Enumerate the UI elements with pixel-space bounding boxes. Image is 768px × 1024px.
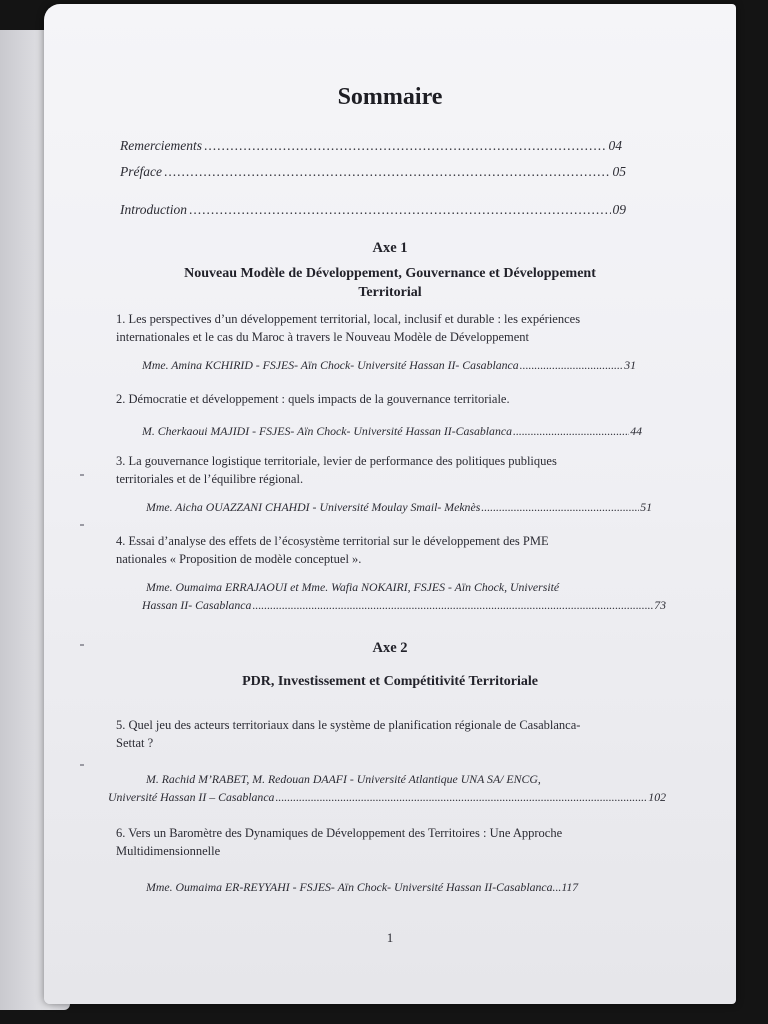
section-heading (44, 264, 736, 302)
toc-entry-page: 09 (612, 202, 626, 217)
toc-article-6 (116, 824, 668, 860)
article-page: 73 (654, 598, 666, 612)
article-author (142, 422, 642, 440)
axis-heading: Axe 1 (372, 240, 408, 256)
toc-article-1 (116, 310, 656, 346)
article-page: 51 (640, 500, 652, 514)
leader-dots (204, 138, 607, 154)
section-heading-line: Territorial (358, 285, 422, 300)
section-heading-line: PDR, Investissement et Compétitivité Territoriale (242, 674, 538, 689)
author-text: M. Cherkaoui MAJIDI - FSJES- Aïn Chock- Université Hassan II-Casablanca (142, 424, 512, 438)
section-heading (44, 672, 736, 691)
toc-entry-page: 05 (612, 164, 626, 179)
toc-entry-introduction (120, 202, 626, 218)
toc-article-2 (116, 390, 656, 408)
article-title-line: Multidimensionnelle (116, 844, 221, 858)
article-title-line: Settat ? (116, 736, 154, 750)
page-title: Sommaire (337, 84, 443, 110)
leader-dots (513, 422, 629, 440)
article-title-line: 5. Quel jeu des acteurs territoriaux dans le système de planification régionale de Casablanca- (116, 718, 581, 732)
article-author (142, 356, 636, 374)
toc-entry-label: Préface (120, 164, 162, 179)
toc-entry-label: Introduction (120, 202, 187, 217)
leader-dots (275, 788, 647, 806)
author-text: Mme. Oumaima ERRAJAOUI et Mme. Wafia NOKAIRI, FSJES - Aïn Chock, Université (146, 580, 560, 594)
author-line-with-page (108, 788, 666, 806)
binding-stitch (80, 474, 84, 476)
article-title-line: 1. Les perspectives d’un développement territorial, local, inclusif et durable : les expériences (116, 312, 581, 326)
author-text: Université Hassan II – Casablanca (108, 790, 275, 804)
article-author (146, 878, 676, 896)
author-text: Hassan II- Casablanca (142, 598, 252, 612)
toc-entry-preface (120, 164, 626, 180)
toc-article-5 (116, 716, 664, 752)
toc-article-3 (116, 452, 650, 488)
author-text: Mme. Aicha OUAZZANI CHAHDI - Université Moulay Smail- Meknès (146, 500, 481, 514)
leader-dots (520, 356, 624, 374)
author-line-with-page (142, 596, 666, 614)
article-title-line: territoriales et de l’équilibre régional. (116, 472, 304, 486)
section-heading-line: Nouveau Modèle de Développement, Gouvernance et Développement (184, 266, 596, 281)
article-title-line: 4. Essai d’analyse des effets de l’écosystème territorial sur le développement des PME (116, 534, 549, 548)
toc-entry-page: 04 (608, 138, 622, 153)
leader-dots (189, 202, 611, 218)
article-author (142, 578, 666, 614)
article-title-line: internationales et le cas du Maroc à travers le Nouveau Modèle de Développement (116, 330, 530, 344)
article-title-line: 2. Démocratie et développement : quels impacts de la gouvernance territoriale. (116, 392, 510, 406)
leader-dots (481, 498, 639, 516)
article-title-line: 6. Vers un Baromètre des Dynamiques de Développement des Territoires : Une Approche (116, 826, 563, 840)
article-author (146, 498, 652, 516)
toc-article-4 (116, 532, 652, 568)
article-page: 31 (624, 358, 636, 372)
author-text: Mme. Amina KCHIRID - FSJES- Aïn Chock- Université Hassan II- Casablanca (142, 358, 519, 372)
article-title-line: 3. La gouvernance logistique territoriale, levier de performance des politiques publiques (116, 454, 557, 468)
binding-stitch (80, 524, 84, 526)
axis-heading: Axe 2 (372, 640, 408, 656)
article-page: 102 (648, 790, 666, 804)
binding-stitch (80, 764, 84, 766)
book-page (44, 4, 736, 1004)
leader-dots (164, 164, 611, 180)
toc-entry-remerciements (120, 138, 622, 154)
page-number: 1 (386, 930, 394, 945)
leader-dots (252, 596, 653, 614)
author-text: M. Rachid M’RABET, M. Redouan DAAFI - Université Atlantique UNA SA/ ENCG, (146, 772, 541, 786)
article-title-line: nationales « Proposition de modèle conceptuel ». (116, 552, 362, 566)
article-page: 44 (630, 424, 642, 438)
article-author (108, 770, 666, 806)
author-text: Mme. Oumaima ER-REYYAHI - FSJES- Aïn Chock- Université Hassan II-Casablanca... (146, 880, 562, 894)
toc-entry-label: Remerciements (120, 138, 202, 153)
article-page: 117 (561, 880, 579, 894)
